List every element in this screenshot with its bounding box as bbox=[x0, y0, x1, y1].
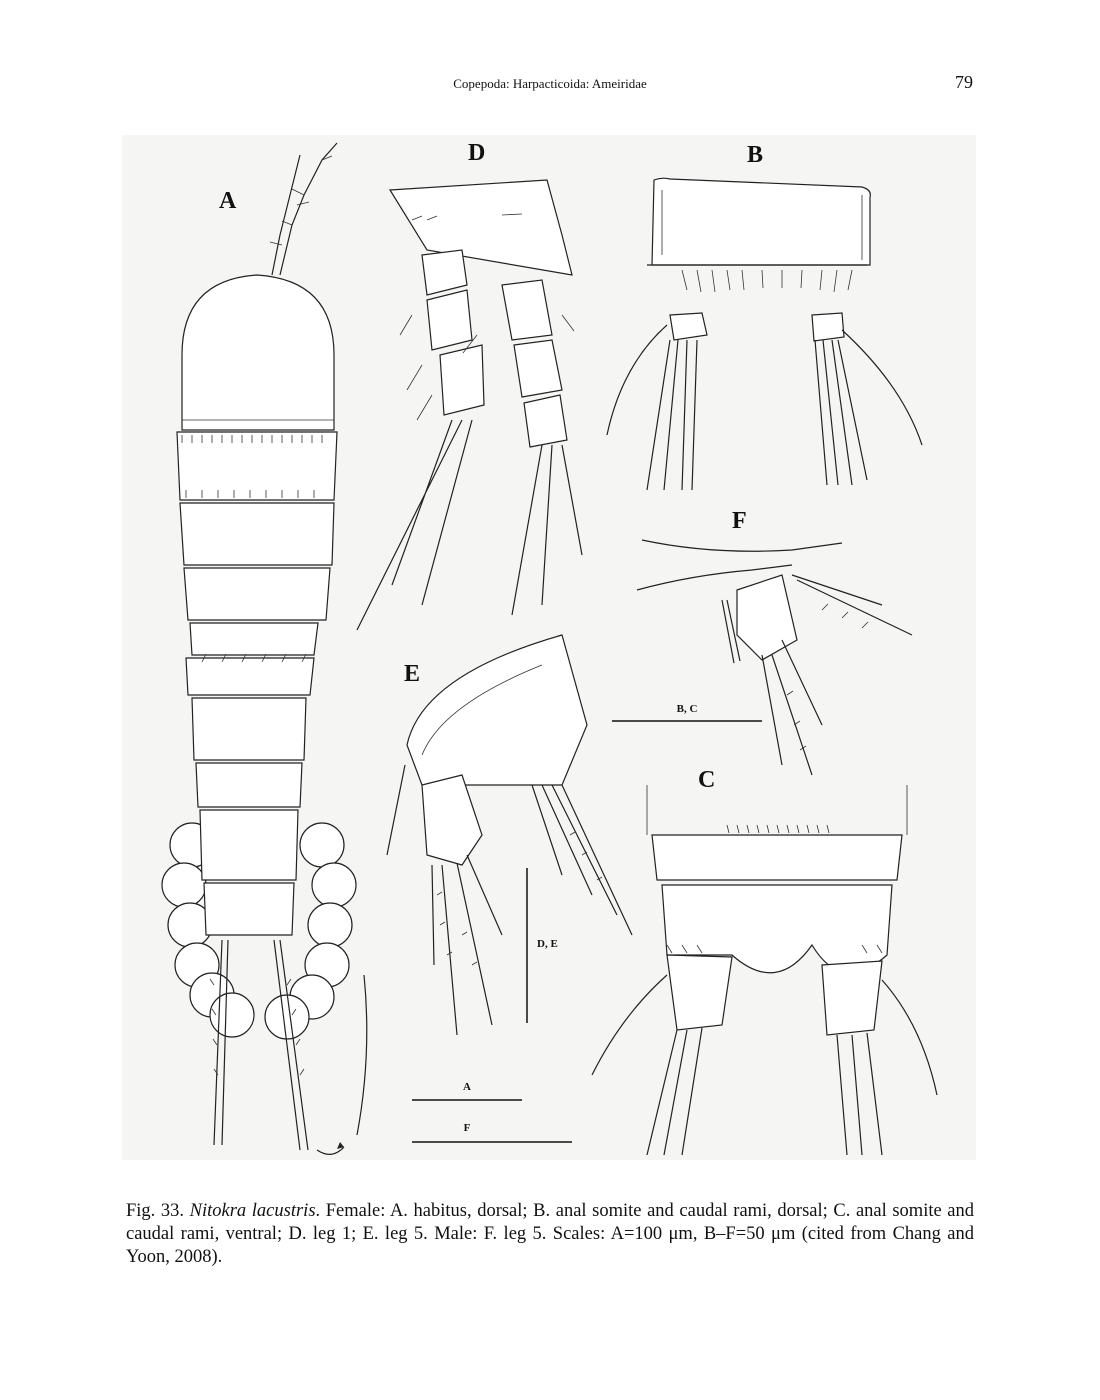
figure-drawing bbox=[122, 135, 976, 1160]
scale-label-bc: B, C bbox=[676, 703, 698, 715]
panel-label-b: B bbox=[747, 142, 764, 168]
figure-plate bbox=[122, 135, 976, 1160]
panel-label-c: C bbox=[698, 767, 716, 793]
scale-label-f: F bbox=[463, 1122, 471, 1134]
caption-text: . Female: A. habitus, dorsal; B. anal somite and caudal rami, dorsal; C. anal somite and caudal rami, ventral; D. leg 1; E. leg 5. Male: F. leg 5. Scales: A=100 μm, B–F=50 μm (cited from Chang and Yoon, 2008). bbox=[126, 1201, 975, 1267]
figure-caption bbox=[126, 1200, 974, 1269]
scale-bar-f bbox=[412, 1122, 572, 1142]
panel-f-male-leg-5 bbox=[637, 540, 912, 775]
scale-bar-a bbox=[412, 1081, 522, 1100]
caption-fig-label: Fig. 33. bbox=[126, 1201, 185, 1221]
panel-e-leg-5-female bbox=[387, 635, 632, 1035]
panel-label-f: F bbox=[732, 508, 747, 534]
panel-b-anal-somite-dorsal bbox=[607, 178, 922, 490]
scale-bar-de bbox=[527, 868, 558, 1023]
panel-label-d: D bbox=[468, 140, 486, 166]
panel-label-e: E bbox=[404, 661, 421, 687]
running-head: Copepoda: Harpacticoida: Ameiridae bbox=[453, 76, 647, 91]
panel-a-habitus bbox=[162, 143, 367, 1154]
panel-label-a: A bbox=[219, 188, 237, 214]
page-number: 79 bbox=[955, 72, 973, 92]
scale-label-de: D, E bbox=[537, 938, 558, 950]
caption-species: Nitokra lacustris bbox=[189, 1201, 316, 1221]
panel-d-leg-1 bbox=[357, 180, 582, 630]
panel-c-anal-somite-ventral bbox=[592, 785, 937, 1155]
scale-label-a: A bbox=[463, 1081, 471, 1093]
scale-bar-bc bbox=[612, 703, 762, 721]
